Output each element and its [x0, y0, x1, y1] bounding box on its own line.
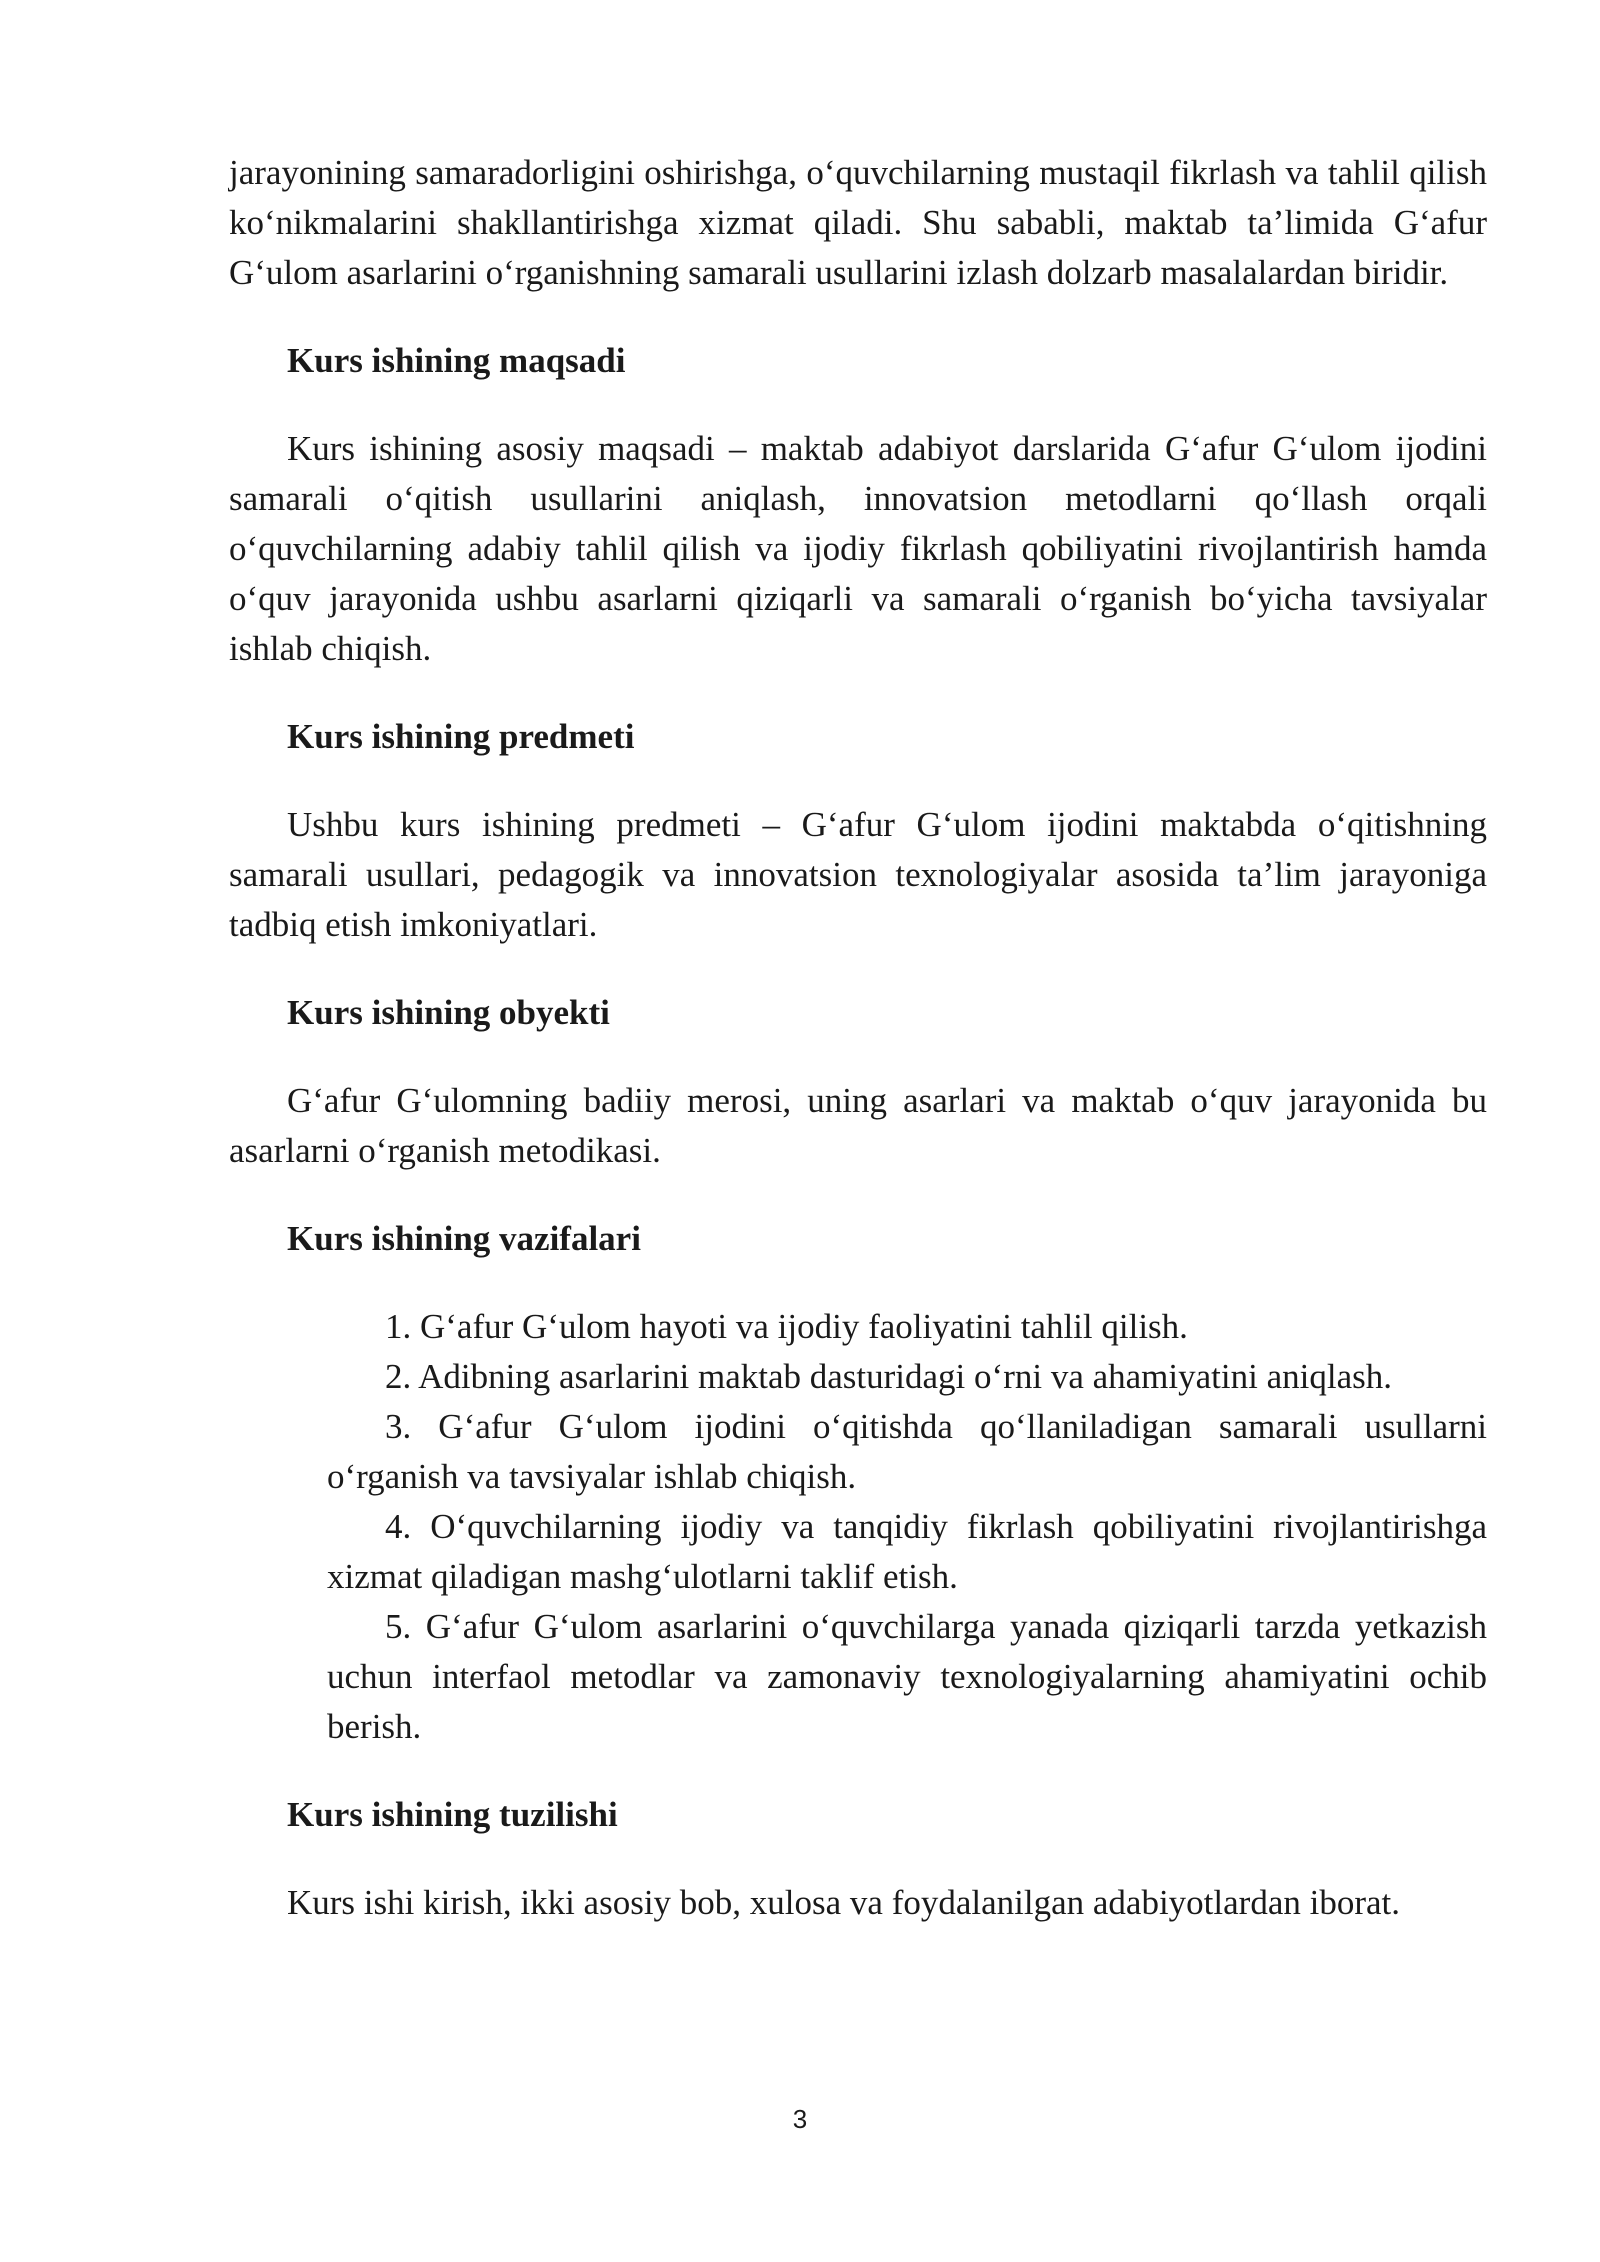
- list-item: 2. Adibning asarlarini maktab dasturidagi o‘rni va ahamiyatini aniqlash.: [385, 1357, 1392, 1396]
- intro-paragraph: jarayonining samaradorligini oshirishga, o‘quvchilarning mustaqil fikrlash va tahlil qilish ko‘nikmalarini shakllantirishga xizmat qiladi. Shu sababli, maktab ta’limida G‘afur G‘ulom asarlarini o‘rganishning samarali usullarini izlash dolzarb masalalardan biridir.: [229, 153, 1487, 292]
- document-page: [229, 148, 1487, 1928]
- list-item: 1. G‘afur G‘ulom hayoti va ijodiy faoliyatini tahlil qilish.: [385, 1307, 1188, 1346]
- heading-tuzilish: Kurs ishining tuzilishi: [287, 1795, 618, 1834]
- paragraph-predmet: Ushbu kurs ishining predmeti – G‘afur G‘ulom ijodini maktabda o‘qitishning samarali usullari, pedagogik va innovatsion texnologiyalar asosida ta’lim jarayoniga tadbiq etish imkoniyatlari.: [229, 805, 1487, 944]
- heading-maqsad: Kurs ishining maqsadi: [287, 341, 626, 380]
- heading-predmet: Kurs ishining predmeti: [287, 717, 635, 756]
- page-number: 3: [792, 2104, 808, 2134]
- list-item: 4. O‘quvchilarning ijodiy va tanqidiy fikrlash qobiliyatini rivojlantirishga xizmat qiladigan mashg‘ulotlarni taklif etish.: [327, 1507, 1487, 1596]
- heading-vazifalar: Kurs ishining vazifalari: [287, 1219, 641, 1258]
- list-item: 3. G‘afur G‘ulom ijodini o‘qitishda qo‘llaniladigan samarali usullarni o‘rganish va tavsiyalar ishlab chiqish.: [327, 1407, 1487, 1496]
- paragraph-tuzilish: Kurs ishi kirish, ikki asosiy bob, xulosa va foydalanilgan adabiyotlardan iborat.: [287, 1883, 1400, 1922]
- list-item: 5. G‘afur G‘ulom asarlarini o‘quvchilarga yanada qiziqarli tarzda yetkazish uchun interfaol metodlar va zamonaviy texnologiyalarning ahamiyatini ochib berish.: [327, 1607, 1487, 1746]
- paragraph-obyekt: G‘afur G‘ulomning badiiy merosi, uning asarlari va maktab o‘quv jarayonida bu asarlarni o‘rganish metodikasi.: [229, 1081, 1487, 1170]
- heading-obyekt: Kurs ishining obyekti: [287, 993, 610, 1032]
- paragraph-maqsad: Kurs ishining asosiy maqsadi – maktab adabiyot darslarida G‘afur G‘ulom ijodini samarali o‘qitish usullarini aniqlash, innovatsion metodlarni qo‘llash orqali o‘quvchilarning adabiy tahlil qilish va ijodiy fikrlash qobiliyatini rivojlantirish hamda o‘quv jarayonida ushbu asarlarni qiziqarli va samarali o‘rganish bo‘yicha tavsiyalar ishlab chiqish.: [229, 429, 1487, 668]
- tasks-list: [229, 1302, 1487, 1752]
